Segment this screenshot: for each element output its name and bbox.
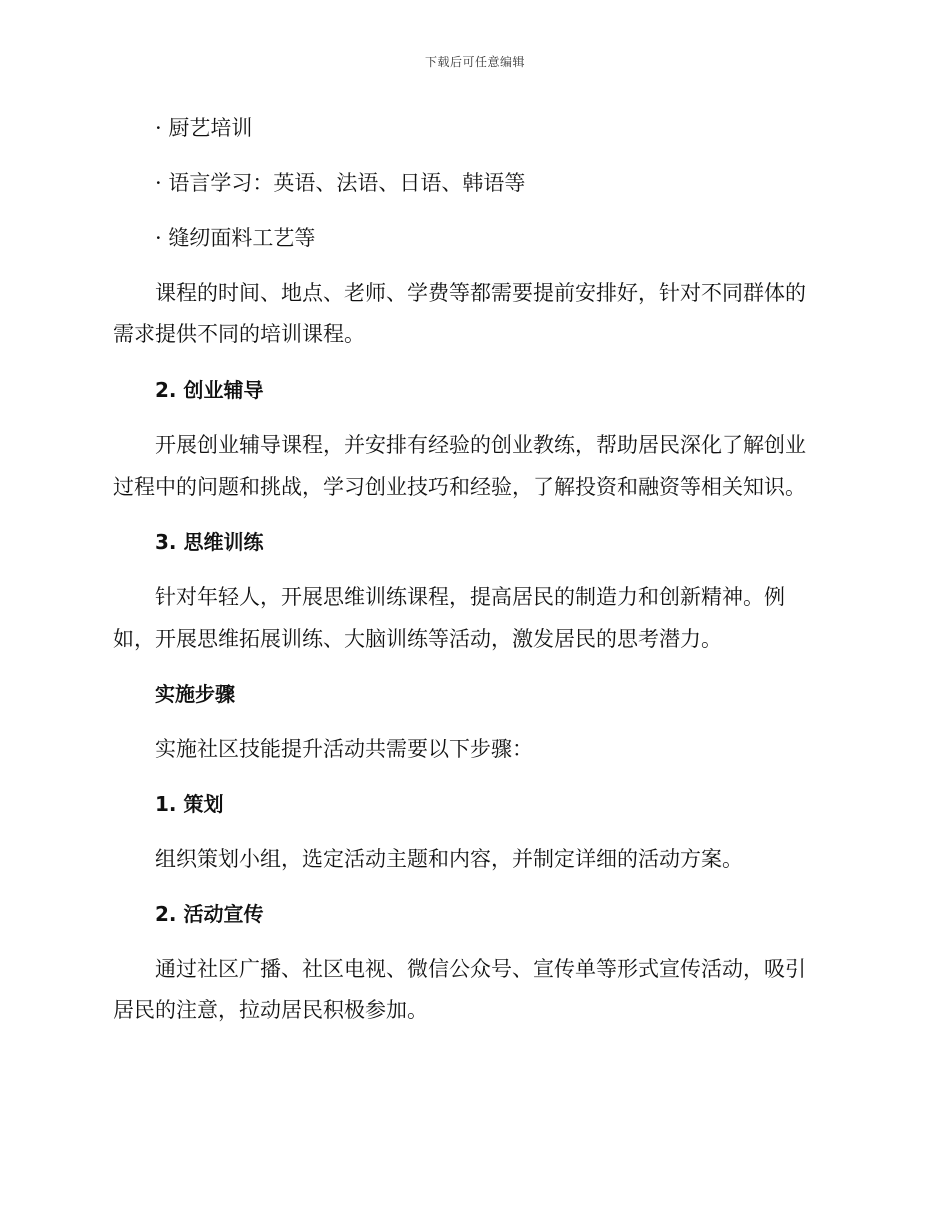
- section2-line2: 过程中的问题和挑战，学习创业技巧和经验，了解投资和融资等相关知识。: [113, 475, 806, 499]
- course-note-line2: 需求提供不同的培训课程。: [113, 322, 365, 346]
- step1-heading: 1. 策划: [155, 792, 224, 816]
- step2-line1: 通过社区广播、社区电视、微信公众号、宣传单等形式宣传活动，吸引: [155, 957, 806, 981]
- bullet-sewing: · 缝纫面料工艺等: [155, 226, 316, 250]
- bullet-language: · 语言学习：英语、法语、日语、韩语等: [155, 171, 526, 195]
- steps-intro: 实施社区技能提升活动共需要以下步骤：: [155, 737, 533, 761]
- section3-line2: 如，开展思维拓展训练、大脑训练等活动，激发居民的思考潜力。: [113, 627, 722, 651]
- steps-heading: 实施步骤: [155, 682, 235, 706]
- course-note-line1: 课程的时间、地点、老师、学费等都需要提前安排好，针对不同群体的: [155, 281, 806, 305]
- step1-text: 组织策划小组，选定活动主题和内容，并制定详细的活动方案。: [155, 847, 743, 871]
- step2-heading: 2. 活动宣传: [155, 902, 264, 926]
- step2-line2: 居民的注意，拉动居民积极参加。: [113, 998, 428, 1022]
- page-header: 下载后可任意编辑: [424, 55, 525, 69]
- section3-heading: 3. 思维训练: [155, 530, 264, 554]
- section2-line1: 开展创业辅导课程，并安排有经验的创业教练，帮助居民深化了解创业: [155, 433, 806, 457]
- section3-line1: 针对年轻人，开展思维训练课程，提高居民的制造力和创新精神。例: [155, 585, 785, 609]
- section2-heading: 2. 创业辅导: [155, 378, 264, 402]
- bullet-cooking: · 厨艺培训: [155, 116, 253, 140]
